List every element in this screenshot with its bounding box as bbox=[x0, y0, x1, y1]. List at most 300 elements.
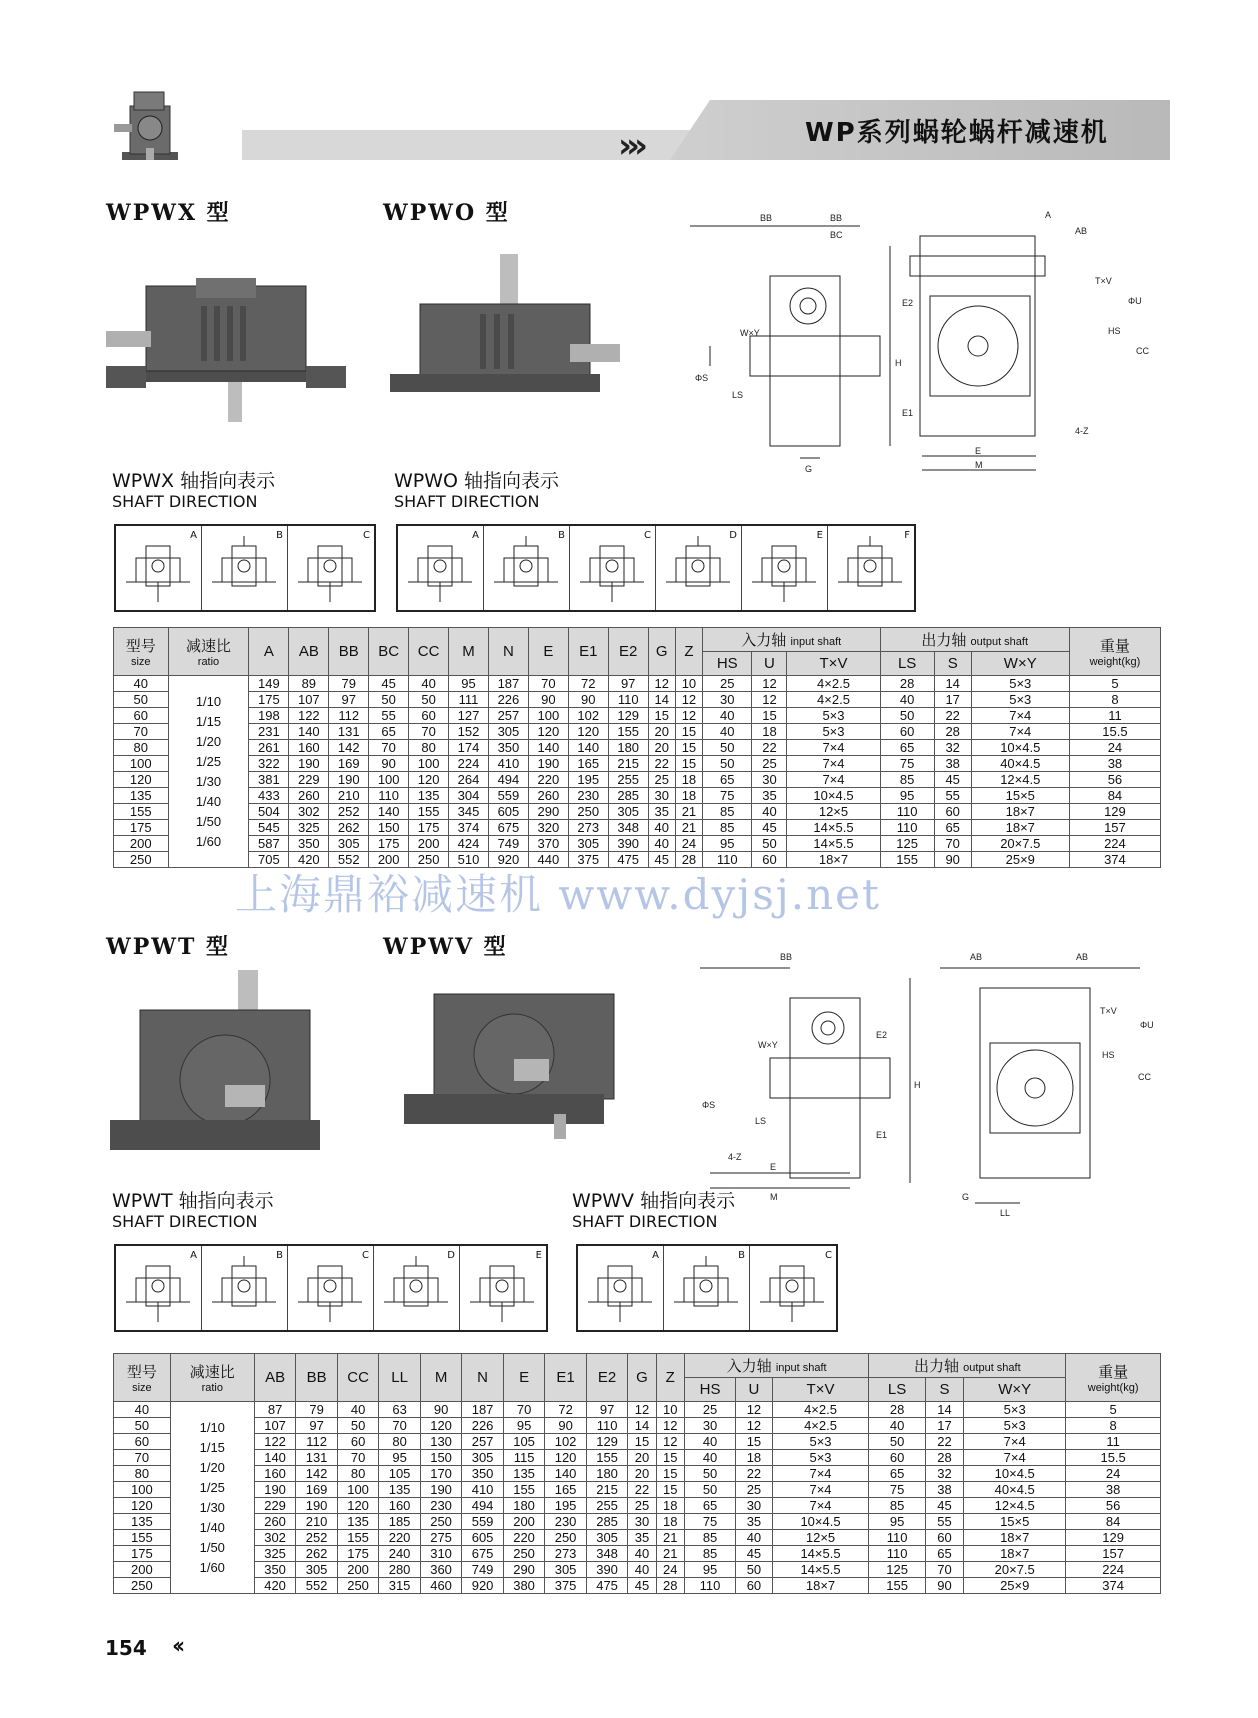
data-cell: 374 bbox=[1069, 852, 1160, 868]
column-header: Z bbox=[656, 1354, 684, 1402]
data-cell: 21 bbox=[656, 1530, 684, 1546]
shaft-direction-diagram bbox=[670, 1256, 742, 1326]
data-cell: 38 bbox=[934, 756, 971, 772]
data-cell: 102 bbox=[568, 708, 608, 724]
shaft-direction-diagram bbox=[584, 1256, 656, 1326]
data-cell: 85 bbox=[869, 1498, 925, 1514]
shaft-direction-wpwt-a bbox=[116, 1246, 202, 1330]
data-cell: 260 bbox=[528, 788, 568, 804]
data-cell: 229 bbox=[254, 1498, 296, 1514]
data-cell: 56 bbox=[1069, 772, 1160, 788]
data-cell: 5×3 bbox=[787, 724, 880, 740]
data-cell: 152 bbox=[449, 724, 489, 740]
header-chevrons: ››› bbox=[618, 126, 643, 166]
data-cell: 95 bbox=[869, 1514, 925, 1530]
data-cell: 224 bbox=[449, 756, 489, 772]
shaft-direction-wpwv-a bbox=[578, 1246, 664, 1330]
data-cell: 142 bbox=[296, 1466, 338, 1482]
svg-text:ΦS: ΦS bbox=[702, 1100, 716, 1110]
data-cell: 220 bbox=[503, 1530, 545, 1546]
data-cell: 18 bbox=[736, 1450, 772, 1466]
data-cell: 129 bbox=[1069, 804, 1160, 820]
data-cell: 50 bbox=[337, 1418, 379, 1434]
data-cell: 14×5.5 bbox=[787, 836, 880, 852]
column-header: CC bbox=[337, 1354, 379, 1402]
data-cell: 85 bbox=[703, 820, 752, 836]
data-cell: 255 bbox=[586, 1498, 628, 1514]
size-cell: 50 bbox=[114, 1418, 171, 1434]
column-header: G bbox=[648, 628, 675, 676]
data-cell: 90 bbox=[528, 692, 568, 708]
size-cell: 40 bbox=[114, 676, 169, 692]
svg-text:BB: BB bbox=[830, 213, 843, 223]
svg-text:T×V: T×V bbox=[1100, 1006, 1117, 1016]
column-header: LL bbox=[379, 1354, 421, 1402]
size-cell: 100 bbox=[114, 756, 169, 772]
data-cell: 50 bbox=[752, 836, 787, 852]
data-cell: 305 bbox=[568, 836, 608, 852]
data-cell: 110 bbox=[608, 692, 648, 708]
size-cell: 200 bbox=[114, 1562, 171, 1578]
output-col-header: W×Y bbox=[971, 652, 1069, 676]
data-cell: 5×3 bbox=[772, 1450, 869, 1466]
data-cell: 7×4 bbox=[971, 708, 1069, 724]
table-row bbox=[114, 756, 1161, 772]
data-cell: 305 bbox=[608, 804, 648, 820]
data-cell: 50 bbox=[736, 1562, 772, 1578]
shaft-direction-diagram bbox=[380, 1256, 452, 1326]
svg-text:W×Y: W×Y bbox=[758, 1040, 778, 1050]
page-number: 154 bbox=[105, 1636, 147, 1660]
direction-letter: B bbox=[276, 1250, 283, 1261]
data-cell: 140 bbox=[568, 740, 608, 756]
data-cell: 195 bbox=[568, 772, 608, 788]
size-cell: 155 bbox=[114, 1530, 171, 1546]
table-row bbox=[114, 1466, 1161, 1482]
size-cell: 175 bbox=[114, 820, 169, 836]
data-cell: 135 bbox=[337, 1514, 379, 1530]
table-row bbox=[114, 1546, 1161, 1562]
data-cell: 80 bbox=[337, 1466, 379, 1482]
data-cell: 135 bbox=[379, 1482, 421, 1498]
data-cell: 494 bbox=[488, 772, 528, 788]
data-cell: 90 bbox=[568, 692, 608, 708]
data-cell: 12 bbox=[656, 1434, 684, 1450]
data-cell: 110 bbox=[586, 1418, 628, 1434]
data-cell: 40 bbox=[684, 1434, 735, 1450]
data-cell: 30 bbox=[628, 1514, 656, 1530]
data-cell: 160 bbox=[379, 1498, 421, 1514]
data-cell: 97 bbox=[586, 1402, 628, 1418]
data-cell: 12×5 bbox=[787, 804, 880, 820]
data-cell: 120 bbox=[420, 1418, 462, 1434]
data-cell: 140 bbox=[289, 724, 329, 740]
data-cell: 72 bbox=[545, 1402, 587, 1418]
data-cell: 255 bbox=[608, 772, 648, 788]
wpwv-shaft-en: SHAFT DIRECTION bbox=[572, 1212, 718, 1231]
data-cell: 40 bbox=[628, 1546, 656, 1562]
data-cell: 187 bbox=[462, 1402, 504, 1418]
data-cell: 140 bbox=[254, 1450, 296, 1466]
data-cell: 15 bbox=[648, 708, 675, 724]
data-cell: 170 bbox=[420, 1466, 462, 1482]
data-cell: 95 bbox=[703, 836, 752, 852]
data-cell: 14×5.5 bbox=[772, 1562, 869, 1578]
direction-letter: C bbox=[644, 530, 651, 541]
direction-letter: B bbox=[738, 1250, 745, 1261]
data-cell: 131 bbox=[296, 1450, 338, 1466]
output-col-header: LS bbox=[869, 1378, 925, 1402]
data-cell: 120 bbox=[528, 724, 568, 740]
input-col-header: T×V bbox=[787, 652, 880, 676]
ratio-value: 1/40 bbox=[199, 1519, 225, 1535]
data-cell: 350 bbox=[254, 1562, 296, 1578]
data-cell: 120 bbox=[545, 1450, 587, 1466]
size-cell: 120 bbox=[114, 772, 169, 788]
data-cell: 97 bbox=[296, 1418, 338, 1434]
data-cell: 157 bbox=[1069, 820, 1160, 836]
ratio-value: 1/40 bbox=[195, 793, 222, 809]
data-cell: 605 bbox=[462, 1530, 504, 1546]
data-cell: 110 bbox=[869, 1530, 925, 1546]
data-cell: 45 bbox=[736, 1546, 772, 1562]
wpwx-direction-box bbox=[114, 524, 376, 612]
column-header: AB bbox=[254, 1354, 296, 1402]
data-cell: 50 bbox=[703, 756, 752, 772]
ratio-value: 1/30 bbox=[195, 773, 222, 789]
direction-letter: E bbox=[535, 1250, 542, 1261]
data-cell: 28 bbox=[934, 724, 971, 740]
data-cell: 80 bbox=[379, 1434, 421, 1450]
input-col-header: HS bbox=[684, 1378, 735, 1402]
data-cell: 180 bbox=[503, 1498, 545, 1514]
data-cell: 135 bbox=[409, 788, 449, 804]
data-cell: 390 bbox=[586, 1562, 628, 1578]
size-cell: 120 bbox=[114, 1498, 171, 1514]
size-header: 型号 size bbox=[114, 1354, 171, 1402]
table-row bbox=[114, 1562, 1161, 1578]
svg-text:ΦS: ΦS bbox=[695, 373, 709, 383]
data-cell: 60 bbox=[736, 1578, 772, 1594]
data-cell: 305 bbox=[296, 1562, 338, 1578]
data-cell: 12 bbox=[736, 1418, 772, 1434]
data-cell: 15 bbox=[736, 1434, 772, 1450]
data-cell: 25 bbox=[648, 772, 675, 788]
wpwt-gearbox-photo bbox=[110, 970, 320, 1174]
size-cell: 250 bbox=[114, 852, 169, 868]
spec-table-1 bbox=[113, 627, 1161, 868]
size-cell: 70 bbox=[114, 1450, 171, 1466]
data-cell: 224 bbox=[1069, 836, 1160, 852]
data-cell: 25×9 bbox=[971, 852, 1069, 868]
data-cell: 110 bbox=[703, 852, 752, 868]
svg-text:HS: HS bbox=[1108, 326, 1121, 336]
data-cell: 12 bbox=[675, 692, 702, 708]
size-cell: 80 bbox=[114, 1466, 171, 1482]
data-cell: 38 bbox=[925, 1482, 963, 1498]
column-header: E1 bbox=[545, 1354, 587, 1402]
data-cell: 70 bbox=[934, 836, 971, 852]
data-cell: 35 bbox=[752, 788, 787, 804]
data-cell: 420 bbox=[289, 852, 329, 868]
data-cell: 7×4 bbox=[772, 1482, 869, 1498]
data-cell: 85 bbox=[880, 772, 934, 788]
data-cell: 17 bbox=[925, 1418, 963, 1434]
data-cell: 22 bbox=[752, 740, 787, 756]
column-header: E bbox=[528, 628, 568, 676]
svg-text:H: H bbox=[895, 358, 902, 368]
data-cell: 70 bbox=[337, 1450, 379, 1466]
shaft-direction-diagram bbox=[466, 1256, 538, 1326]
data-cell: 32 bbox=[934, 740, 971, 756]
table-row bbox=[114, 1578, 1161, 1594]
shaft-direction-diagram bbox=[756, 1256, 828, 1326]
data-cell: 97 bbox=[329, 692, 369, 708]
data-cell: 107 bbox=[254, 1418, 296, 1434]
table-row bbox=[114, 1530, 1161, 1546]
data-cell: 494 bbox=[462, 1498, 504, 1514]
output-col-header: W×Y bbox=[964, 1378, 1066, 1402]
data-cell: 305 bbox=[462, 1450, 504, 1466]
data-cell: 50 bbox=[869, 1434, 925, 1450]
data-cell: 5×3 bbox=[971, 692, 1069, 708]
data-cell: 200 bbox=[409, 836, 449, 852]
size-cell: 60 bbox=[114, 708, 169, 724]
ratio-value: 1/60 bbox=[195, 833, 222, 849]
weight-header: 重量 weight(kg) bbox=[1066, 1354, 1161, 1402]
data-cell: 348 bbox=[586, 1546, 628, 1562]
size-cell: 135 bbox=[114, 788, 169, 804]
data-cell: 55 bbox=[369, 708, 409, 724]
data-cell: 273 bbox=[545, 1546, 587, 1562]
data-cell: 24 bbox=[1069, 740, 1160, 756]
data-cell: 165 bbox=[568, 756, 608, 772]
watermark: 上海鼎裕减速机 www.dyjsj.net bbox=[235, 870, 881, 919]
data-cell: 273 bbox=[568, 820, 608, 836]
data-cell: 65 bbox=[369, 724, 409, 740]
data-cell: 160 bbox=[254, 1466, 296, 1482]
wpwv-title: WPWV 型 bbox=[383, 934, 508, 960]
svg-text:A: A bbox=[1045, 210, 1052, 220]
data-cell: 350 bbox=[488, 740, 528, 756]
data-cell: 79 bbox=[296, 1402, 338, 1418]
data-cell: 40 bbox=[409, 676, 449, 692]
data-cell: 150 bbox=[369, 820, 409, 836]
data-cell: 250 bbox=[545, 1530, 587, 1546]
data-cell: 260 bbox=[254, 1514, 296, 1530]
wpwo-shaft-en: SHAFT DIRECTION bbox=[394, 492, 540, 511]
svg-text:BC: BC bbox=[830, 230, 843, 240]
table-row bbox=[114, 1482, 1161, 1498]
data-cell: 285 bbox=[586, 1514, 628, 1530]
data-cell: 185 bbox=[379, 1514, 421, 1530]
direction-letter: E bbox=[816, 530, 823, 541]
data-cell: 140 bbox=[369, 804, 409, 820]
data-cell: 440 bbox=[528, 852, 568, 868]
data-cell: 348 bbox=[608, 820, 648, 836]
wpwo-shaft-cn: WPWO 轴指向表示 bbox=[394, 470, 560, 492]
data-cell: 28 bbox=[925, 1450, 963, 1466]
data-cell: 122 bbox=[289, 708, 329, 724]
data-cell: 15 bbox=[675, 740, 702, 756]
data-cell: 21 bbox=[675, 820, 702, 836]
data-cell: 475 bbox=[608, 852, 648, 868]
data-cell: 4×2.5 bbox=[772, 1402, 869, 1418]
data-cell: 5×3 bbox=[971, 676, 1069, 692]
data-cell: 15 bbox=[675, 724, 702, 740]
page-title: WP系列蜗轮蜗杆减速机 bbox=[805, 118, 1109, 148]
data-cell: 8 bbox=[1069, 692, 1160, 708]
data-cell: 410 bbox=[462, 1482, 504, 1498]
shaft-direction-wpwo-a bbox=[398, 526, 484, 610]
size-cell: 40 bbox=[114, 1402, 171, 1418]
wpwx-gearbox-photo bbox=[106, 276, 356, 435]
data-cell: 175 bbox=[409, 820, 449, 836]
data-cell: 75 bbox=[703, 788, 752, 804]
ratio-value: 1/25 bbox=[199, 1479, 225, 1495]
data-cell: 7×4 bbox=[964, 1434, 1066, 1450]
data-cell: 304 bbox=[449, 788, 489, 804]
data-cell: 20×7.5 bbox=[971, 836, 1069, 852]
data-cell: 112 bbox=[329, 708, 369, 724]
data-cell: 30 bbox=[752, 772, 787, 788]
data-cell: 111 bbox=[449, 692, 489, 708]
size-cell: 200 bbox=[114, 836, 169, 852]
data-cell: 155 bbox=[608, 724, 648, 740]
data-cell: 12×5 bbox=[772, 1530, 869, 1546]
table-row bbox=[114, 1514, 1161, 1530]
direction-letter: D bbox=[447, 1250, 455, 1261]
data-cell: 215 bbox=[608, 756, 648, 772]
svg-text:E2: E2 bbox=[876, 1030, 888, 1040]
data-cell: 195 bbox=[545, 1498, 587, 1514]
data-cell: 25 bbox=[703, 676, 752, 692]
data-cell: 24 bbox=[1066, 1466, 1161, 1482]
data-cell: 120 bbox=[409, 772, 449, 788]
data-cell: 5×3 bbox=[787, 708, 880, 724]
data-cell: 257 bbox=[462, 1434, 504, 1450]
data-cell: 22 bbox=[925, 1434, 963, 1450]
ratio-header: 减速比 ratio bbox=[168, 628, 249, 676]
size-cell: 135 bbox=[114, 1514, 171, 1530]
data-cell: 105 bbox=[379, 1466, 421, 1482]
data-cell: 131 bbox=[329, 724, 369, 740]
data-cell: 125 bbox=[880, 836, 934, 852]
data-cell: 749 bbox=[462, 1562, 504, 1578]
data-cell: 60 bbox=[934, 804, 971, 820]
data-cell: 35 bbox=[628, 1530, 656, 1546]
data-cell: 165 bbox=[545, 1482, 587, 1498]
shaft-direction-wpwt-e bbox=[460, 1246, 546, 1330]
data-cell: 20 bbox=[628, 1450, 656, 1466]
data-cell: 920 bbox=[462, 1578, 504, 1594]
ratio-value: 1/50 bbox=[199, 1539, 225, 1555]
direction-letter: B bbox=[276, 530, 283, 541]
shaft-direction-wpwx-b bbox=[202, 526, 288, 610]
ratio-value: 1/20 bbox=[199, 1459, 225, 1475]
data-cell: 305 bbox=[545, 1562, 587, 1578]
data-cell: 65 bbox=[703, 772, 752, 788]
data-cell: 40×4.5 bbox=[964, 1482, 1066, 1498]
ratio-value: 1/25 bbox=[195, 753, 222, 769]
data-cell: 25 bbox=[684, 1402, 735, 1418]
data-cell: 10 bbox=[656, 1402, 684, 1418]
data-cell: 190 bbox=[329, 772, 369, 788]
data-cell: 70 bbox=[409, 724, 449, 740]
direction-letter: F bbox=[904, 530, 910, 541]
data-cell: 390 bbox=[608, 836, 648, 852]
wpwv-shaft-cn: WPWV 轴指向表示 bbox=[572, 1190, 736, 1212]
data-cell: 60 bbox=[880, 724, 934, 740]
direction-letter: B bbox=[558, 530, 565, 541]
data-cell: 155 bbox=[409, 804, 449, 820]
data-cell: 60 bbox=[409, 708, 449, 724]
data-cell: 230 bbox=[545, 1514, 587, 1530]
data-cell: 4×2.5 bbox=[772, 1418, 869, 1434]
data-cell: 85 bbox=[684, 1546, 735, 1562]
data-cell: 60 bbox=[869, 1450, 925, 1466]
data-cell: 5 bbox=[1069, 676, 1160, 692]
data-cell: 45 bbox=[648, 852, 675, 868]
data-cell: 55 bbox=[934, 788, 971, 804]
data-cell: 325 bbox=[289, 820, 329, 836]
gearbox-logo-photo bbox=[110, 86, 190, 166]
data-cell: 350 bbox=[462, 1466, 504, 1482]
data-cell: 95 bbox=[449, 676, 489, 692]
data-cell: 305 bbox=[586, 1530, 628, 1546]
data-cell: 120 bbox=[337, 1498, 379, 1514]
data-cell: 112 bbox=[296, 1434, 338, 1450]
shaft-direction-diagram bbox=[208, 1256, 280, 1326]
input-shaft-header: 入力轴 input shaft bbox=[703, 628, 881, 652]
data-cell: 100 bbox=[409, 756, 449, 772]
data-cell: 226 bbox=[462, 1418, 504, 1434]
data-cell: 749 bbox=[488, 836, 528, 852]
data-cell: 15 bbox=[675, 756, 702, 772]
data-cell: 95 bbox=[684, 1562, 735, 1578]
data-cell: 285 bbox=[608, 788, 648, 804]
data-cell: 40 bbox=[337, 1402, 379, 1418]
data-cell: 155 bbox=[880, 852, 934, 868]
data-cell: 175 bbox=[337, 1546, 379, 1562]
data-cell: 90 bbox=[934, 852, 971, 868]
data-cell: 17 bbox=[934, 692, 971, 708]
svg-text:W×Y: W×Y bbox=[740, 328, 760, 338]
data-cell: 50 bbox=[409, 692, 449, 708]
data-cell: 140 bbox=[545, 1466, 587, 1482]
shaft-direction-diagram bbox=[576, 536, 648, 606]
data-cell: 28 bbox=[869, 1402, 925, 1418]
data-cell: 22 bbox=[736, 1466, 772, 1482]
data-cell: 40 bbox=[648, 836, 675, 852]
size-cell: 155 bbox=[114, 804, 169, 820]
data-cell: 190 bbox=[528, 756, 568, 772]
data-cell: 65 bbox=[925, 1546, 963, 1562]
data-cell: 290 bbox=[503, 1562, 545, 1578]
data-cell: 345 bbox=[449, 804, 489, 820]
shaft-direction-wpwo-e bbox=[742, 526, 828, 610]
data-cell: 24 bbox=[656, 1562, 684, 1578]
svg-text:4-Z: 4-Z bbox=[728, 1152, 742, 1162]
table-row bbox=[114, 740, 1161, 756]
data-cell: 250 bbox=[420, 1514, 462, 1530]
data-cell: 12 bbox=[736, 1402, 772, 1418]
data-cell: 4×2.5 bbox=[787, 676, 880, 692]
input-shaft-header: 入力轴 input shaft bbox=[684, 1354, 869, 1378]
ratio-header: 减速比 ratio bbox=[170, 1354, 254, 1402]
column-header: N bbox=[488, 628, 528, 676]
data-cell: 7×4 bbox=[787, 772, 880, 788]
